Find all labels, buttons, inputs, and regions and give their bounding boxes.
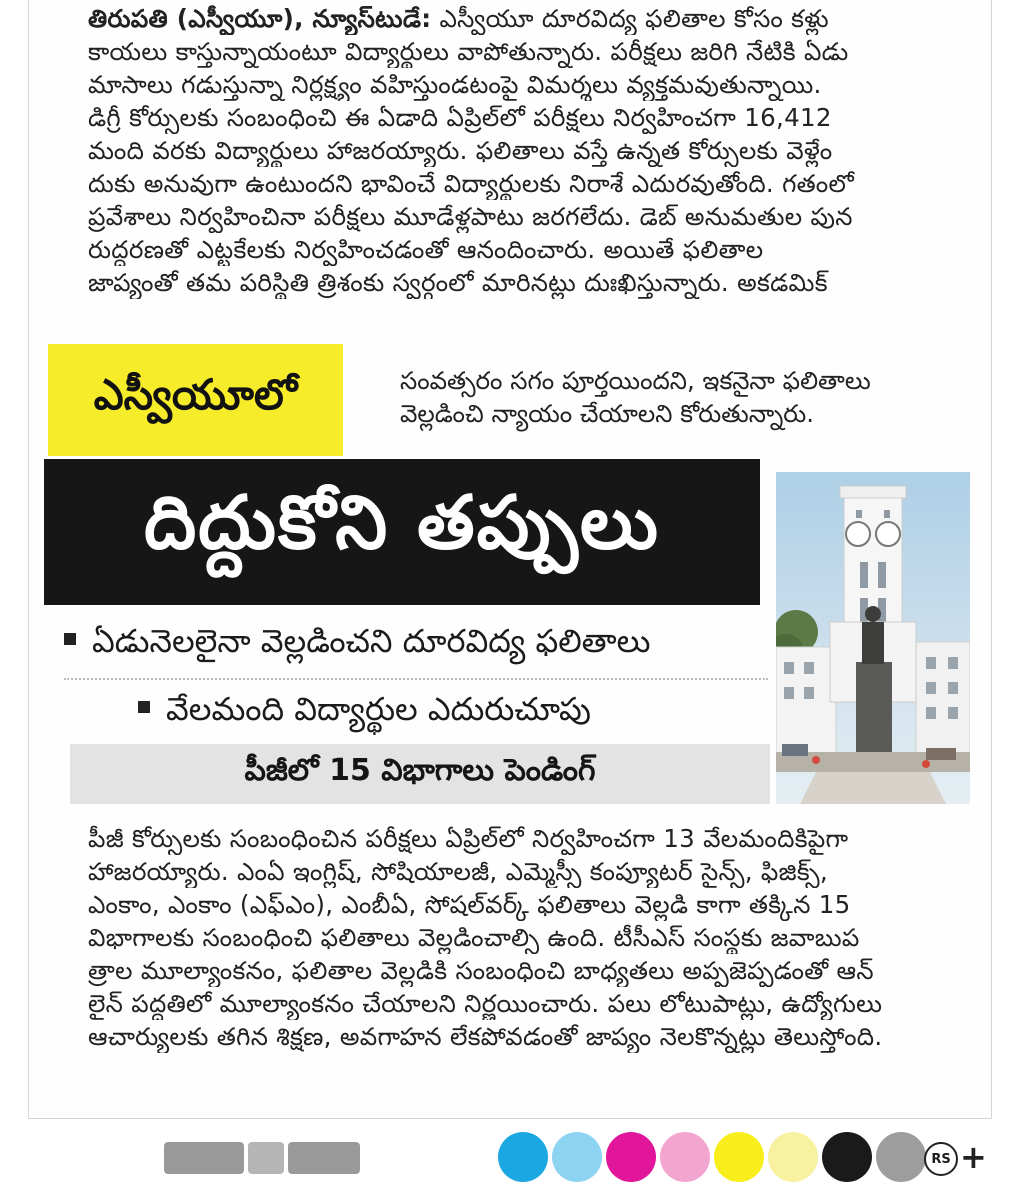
article-line: జాప్యంతో తమ పరిస్థితి త్రిశంకు స్వర్గంలో మారినట్లు దుఃఖిస్తున్నారు. అకడమిక్: [88, 268, 828, 297]
bullet-square-icon: [138, 701, 150, 713]
article-line: ఎంకాం, ఎంకాం (ఎఫ్ఎం), ఎంబీఏ, సోషల్‌వర్క్ ఫలితాలు వెల్లడి కాగా తక్కిన 15: [88, 890, 851, 919]
article-line: విభాగాలకు సంబంధించి ఫలితాలు వెల్లడించాల్సి ఉంది. టీసీఎస్ సంస్థకు జవాబుప: [88, 923, 860, 952]
bullet-item: [138, 690, 591, 736]
bullet-square-icon: [64, 633, 76, 645]
article-line: మంది వరకు విద్యార్థులు హాజరయ్యారు. ఫలితాలు వస్తే ఉన్నత కోర్సులకు వెళ్లేం: [88, 136, 833, 165]
color-swatch: [552, 1132, 602, 1182]
color-swatch: [768, 1132, 818, 1182]
article-paragraph-1: [88, 2, 958, 299]
article-line: పీజీ కోర్సులకు సంబంధించిన పరీక్షలు ఏప్రిల్‌లో నిర్వహించగా 13 వేలమందికిపైగా: [88, 824, 849, 853]
article-line: డిగ్రీ కోర్సులకు సంబంధించి ఈ ఏడాది ఏప్రిల్‌లో పరీక్షలు నిర్వహించగా 16,412: [88, 103, 832, 132]
article-line: మాసాలు గడుస్తున్నా నిర్లక్ష్యం వహిస్తుండటంపై విమర్శలు వ్యక్తమవుతున్నాయి.: [88, 70, 822, 99]
article-line: లైన్ పద్ధతిలో మూల్యాంకనం చేయాలని నిర్ణయించారు. పలు లోటుపాట్లు, ఉద్యోగులు: [88, 989, 883, 1018]
article-line: సంవత్సరం సగం పూర్తయిందని, ఇకనైనా ఫలితాలు: [400, 366, 871, 395]
headline: దిద్దుకోని తప్పులు: [44, 459, 760, 605]
article-line: త్రాల మూల్యాంకనం, ఫలితాల వెల్లడికి సంబంధించి బాధ్యతలు అప్పజెప్పడంతో ఆన్: [88, 956, 874, 985]
color-swatch: [498, 1132, 548, 1182]
grey-registration-bar: [248, 1142, 284, 1174]
article-line: కాయలు కాస్తున్నాయంటూ విద్యార్థులు వాపోతున్నారు. పరీక్షలు జరిగి నేటికి ఏడు: [88, 37, 849, 66]
subheading: పీజీలో 15 విభాగాలు పెండింగ్: [70, 744, 770, 804]
kicker-label: ఎస్వీయూలో: [48, 344, 343, 456]
color-swatch: [660, 1132, 710, 1182]
clock-tower-photo: [776, 472, 970, 804]
article-line: ప్రవేశాలు నిర్వహించినా పరీక్షలు మూడేళ్లపాటు జరగలేదు. డెబ్ అనుమతుల పున: [88, 202, 853, 231]
article-paragraph-1-continued: [400, 364, 960, 430]
article-paragraph-2: [88, 822, 958, 1053]
color-swatch: [606, 1132, 656, 1182]
article-line: హాజరయ్యారు. ఎంఏ ఇంగ్లిష్, సోషియాలజీ, ఎమ్మెస్సీ కంప్యూటర్ సైన్స్, ఫిజిక్స్,: [88, 857, 828, 886]
crosshair-plus-icon: +: [960, 1138, 987, 1176]
article-line: దుకు అనువుగా ఉంటుందని భావించే విద్యార్థులకు నిరాశే ఎదురవుతోంది. గతంలో: [88, 169, 854, 198]
article-line: తిరుపతి (ఎస్వీయూ), న్యూస్‌టుడే: ఎస్వీయూ దూరవిద్య ఫలితాల కోసం కళ్లు: [88, 4, 829, 33]
bullet-text: ఏడునెలలైనా వెల్లడించని దూరవిద్య ఫలితాలు: [92, 622, 651, 660]
grey-registration-bar: [288, 1142, 360, 1174]
article-line: వెల్లడించి న్యాయం చేయాలని కోరుతున్నారు.: [400, 399, 814, 428]
color-swatch: [714, 1132, 764, 1182]
dotted-divider: [64, 678, 768, 680]
article-line: ఆచార్యులకు తగిన శిక్షణ, అవగాహన లేకపోవడంతో జాప్యం నెలకొన్నట్లు తెలుస్తోంది.: [88, 1022, 883, 1051]
registration-mark-icon: RS: [924, 1142, 958, 1176]
color-swatch: [822, 1132, 872, 1182]
article-line: రుద్ధరణతో ఎట్టకేలకు నిర్వహించడంతో ఆనందించారు. అయితే ఫలితాల: [88, 235, 764, 264]
grey-registration-bar: [164, 1142, 244, 1174]
dateline: తిరుపతి (ఎస్వీయూ), న్యూస్‌టుడే:: [88, 4, 432, 33]
bullet-text: వేలమంది విద్యార్థుల ఎదురుచూపు: [166, 690, 591, 728]
color-swatch: [876, 1132, 926, 1182]
bullet-item: [64, 622, 650, 668]
